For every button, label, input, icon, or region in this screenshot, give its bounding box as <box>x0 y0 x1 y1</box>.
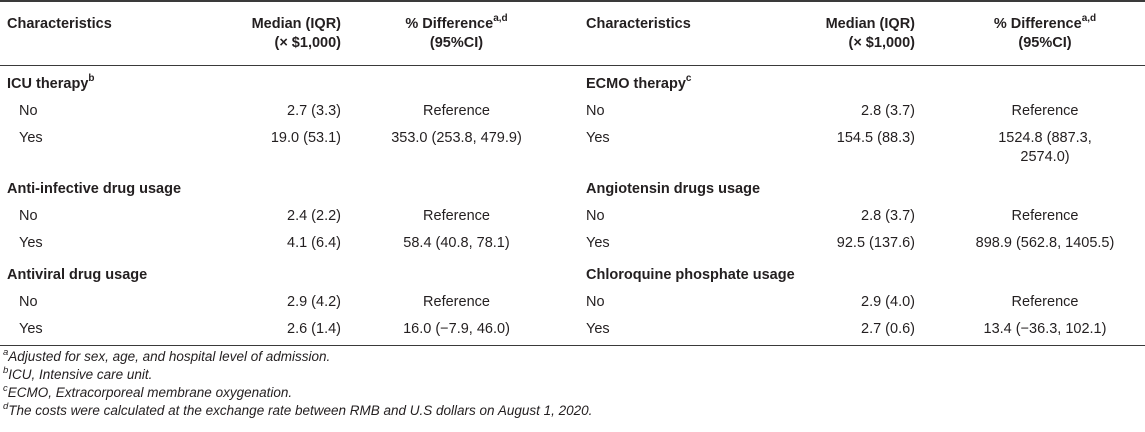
table-row <box>0 230 1145 257</box>
table-row <box>0 125 1145 171</box>
difference-cell: 353.0 (253.8, 479.9) <box>391 130 522 146</box>
section-title-chloroquine: Chloroquine phosphate usage <box>586 267 795 283</box>
section-title-angiotensin: Angiotensin drugs usage <box>586 181 761 197</box>
section-row <box>0 171 1145 203</box>
median-cell: 2.7 (3.3) <box>287 103 341 119</box>
row-label: Yes <box>19 321 43 337</box>
median-cell: 2.9 (4.2) <box>287 294 341 310</box>
median-cell: 2.4 (2.2) <box>287 208 341 224</box>
table-row <box>0 203 1145 230</box>
row-label: Yes <box>586 130 610 146</box>
section-row <box>0 257 1145 289</box>
median-cell: 2.8 (3.7) <box>861 103 915 119</box>
section-title-antiviral: Antiviral drug usage <box>7 267 148 283</box>
footnote: $^c$ECMO, Extracorporeal membrane oxygenation. <box>3 382 293 400</box>
row-label: Yes <box>19 235 43 251</box>
table-row <box>0 289 1145 316</box>
median-cell: 19.0 (53.1) <box>270 130 341 146</box>
footnote: $^d$The costs were calculated at the exchange rate between RMB and U.S dollars on August 1, 2020. <box>3 400 593 418</box>
footnote: $^a$Adjusted for sex, age, and hospital level of admission. <box>3 346 331 364</box>
median-cell: 92.5 (137.6) <box>836 235 915 251</box>
median-cell: 154.5 (88.3) <box>836 130 915 146</box>
header-median-right: Median (IQR) (× $1,000) <box>825 16 915 51</box>
table-row <box>0 316 1145 346</box>
row-label: No <box>586 294 605 310</box>
header-median-left: Median (IQR) (× $1,000) <box>251 16 341 51</box>
difference-cell: Reference <box>1011 208 1079 224</box>
difference-cell: Reference <box>1011 294 1079 310</box>
header-characteristics-right: Characteristics <box>586 16 691 32</box>
header-characteristics-left: Characteristics <box>7 16 112 32</box>
difference-cell: 13.4 (−36.3, 102.1) <box>983 321 1107 337</box>
difference-cell: Reference <box>423 294 490 310</box>
row-label: Yes <box>586 321 610 337</box>
difference-cell: 16.0 (−7.9, 46.0) <box>403 321 510 337</box>
row-label: No <box>586 208 605 224</box>
row-label: No <box>19 294 38 310</box>
section-title-anti-infective: Anti-infective drug usage <box>7 181 182 197</box>
difference-cell: 58.4 (40.8, 78.1) <box>403 235 510 251</box>
footnote: $^b$ICU, Intensive care unit. <box>3 364 153 382</box>
row-label: No <box>19 208 38 224</box>
difference-cell: Reference <box>423 103 490 119</box>
section-title-icu: ICU therapy$^b$ <box>7 73 95 92</box>
row-label: Yes <box>19 130 43 146</box>
section-row <box>0 66 1145 99</box>
difference-cell: Reference <box>1011 103 1079 119</box>
table-header-row <box>0 1 1145 66</box>
median-cell: 2.6 (1.4) <box>287 321 341 337</box>
footnotes <box>3 348 592 420</box>
median-cell: 4.1 (6.4) <box>287 235 341 251</box>
row-label: No <box>19 103 38 119</box>
median-cell: 2.7 (0.6) <box>861 321 915 337</box>
median-cell: 2.9 (4.0) <box>861 294 915 310</box>
row-label: Yes <box>586 235 610 251</box>
median-cell: 2.8 (3.7) <box>861 208 915 224</box>
difference-cell: 898.9 (562.8, 1405.5) <box>975 235 1115 251</box>
section-title-ecmo: ECMO therapy$^c$ <box>586 73 692 92</box>
difference-cell: 1524.8 (887.3, 2574.0) <box>998 130 1092 165</box>
header-difference-left: % Difference$^{a,d}$ (95%CI) <box>405 13 508 51</box>
difference-cell: Reference <box>423 208 490 224</box>
row-label: No <box>586 103 605 119</box>
table-row <box>0 98 1145 125</box>
header-difference-right: % Difference$^{a,d}$ (95%CI) <box>993 13 1097 51</box>
